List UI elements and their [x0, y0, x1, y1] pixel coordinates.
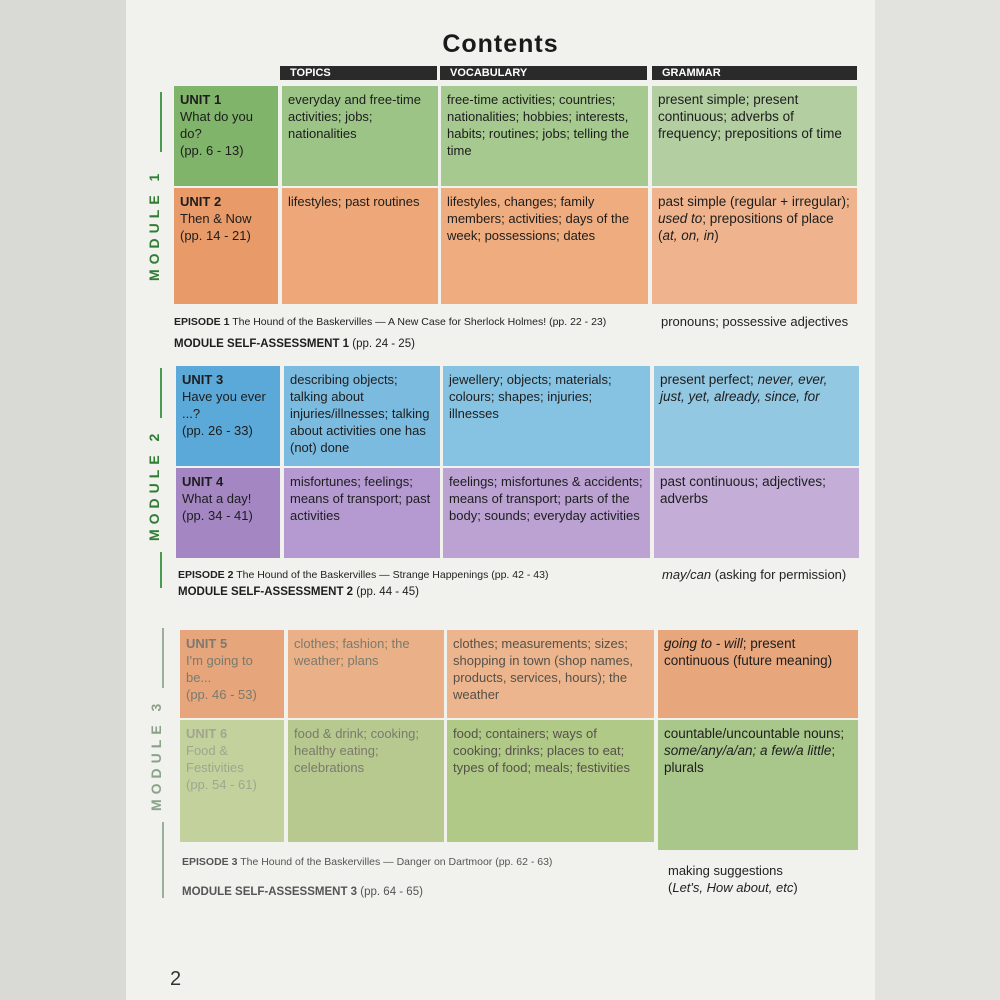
unit-2-name: UNIT 2	[180, 194, 222, 209]
unit-3-name: UNIT 3	[182, 372, 224, 387]
unit-6-grammar-part-b: some/any/a/an; a few/a little	[664, 743, 832, 758]
episode-3-grammar-close: )	[793, 880, 798, 895]
column-header-topics: TOPICS	[280, 66, 437, 80]
episode-2-grammar-part-a: may/can	[662, 567, 712, 582]
unit-3-pages: (pp. 26 - 33)	[182, 423, 253, 438]
unit-2-pages: (pp. 14 - 21)	[180, 228, 251, 243]
episode-2-text: The Hound of the Baskervilles — Strange Happenings (pp. 42 - 43)	[236, 569, 549, 581]
self-assessment-2-pages: (pp. 44 - 45)	[356, 586, 419, 598]
module-2-label: MODULE 2	[146, 428, 162, 542]
unit-1-pages: (pp. 6 - 13)	[180, 143, 244, 158]
unit-2-title: Then & Now	[180, 211, 252, 226]
unit-2-grammar-part-d: at, on, in	[662, 228, 715, 243]
page-number: 2	[170, 968, 182, 990]
module-1-label: MODULE 1	[146, 168, 162, 282]
unit-6-name: UNIT 6	[186, 726, 228, 741]
module-3-label: MODULE 3	[148, 698, 164, 812]
unit-6-grammar-part-c: ; plurals	[664, 743, 836, 775]
unit-6-grammar	[658, 720, 858, 850]
unit-3-vocabulary: jewellery; objects; materials; colours; shapes; injuries; illnesses	[443, 366, 650, 466]
self-assessment-2	[178, 586, 419, 598]
unit-4-pages: (pp. 34 - 41)	[182, 508, 253, 523]
column-header-grammar: GRAMMAR	[652, 66, 857, 80]
unit-1-name: UNIT 1	[180, 92, 222, 107]
unit-3-grammar-part-b: never, ever, just, yet, already, since, for	[660, 372, 828, 404]
episode-2	[178, 569, 548, 581]
unit-2-vocabulary: lifestyles, changes; family members; activities; days of the week; possessions; dates	[441, 188, 648, 304]
unit-5-grammar-part-b: ; present continuous (future meaning)	[664, 636, 833, 668]
episode-3-grammar-line-1: making suggestions	[668, 863, 783, 878]
unit-3-grammar-part-a: present perfect;	[660, 372, 758, 387]
unit-4-vocabulary: feelings; misfortunes & accidents; means of transport; parts of the body; sounds; everyday activities	[443, 468, 650, 558]
unit-3-grammar	[654, 366, 859, 466]
unit-5-vocabulary: clothes; measurements; sizes; shopping in town (shop names, products, services, hours); the weather	[447, 630, 654, 718]
episode-2-grammar	[662, 567, 846, 582]
unit-3-cell	[176, 366, 280, 466]
unit-5-grammar	[658, 630, 858, 718]
unit-1-vocabulary: free-time activities; countries; nationalities; hobbies; interests, habits; routines; jobs; telling the time	[441, 86, 648, 186]
self-assessment-1	[174, 338, 415, 350]
episode-3-grammar-examples: Let's, How about, etc	[672, 880, 794, 895]
unit-5-title: I'm going to be...	[186, 653, 253, 685]
unit-2-grammar	[652, 188, 857, 304]
unit-6-pages: (pp. 54 - 61)	[186, 777, 257, 792]
episode-3-grammar-open: (	[668, 880, 673, 895]
unit-2-grammar-part-c: ; prepositions of place (	[658, 211, 834, 243]
unit-4-name: UNIT 4	[182, 474, 224, 489]
episode-2-grammar-part-b: (asking for permission)	[711, 567, 847, 582]
module-3-line-bottom	[162, 822, 164, 898]
unit-4-topics: misfortunes; feelings; means of transport; past activities	[284, 468, 440, 558]
unit-6-cell	[180, 720, 284, 842]
unit-5-cell	[180, 630, 284, 718]
episode-3-grammar	[668, 862, 798, 896]
unit-1-grammar: present simple; present continuous; adverbs of frequency; prepositions of time	[652, 86, 857, 186]
self-assessment-2-label: MODULE SELF-ASSESSMENT 2	[178, 586, 354, 598]
episode-3	[182, 856, 552, 868]
unit-2-grammar-part-a: past simple (regular + irregular);	[658, 194, 850, 209]
episode-1	[174, 316, 606, 328]
episode-3-text: The Hound of the Baskervilles — Danger on Dartmoor (pp. 62 - 63)	[240, 856, 553, 868]
page-title: Contents	[442, 30, 559, 58]
unit-6-grammar-part-a: countable/uncountable nouns;	[664, 726, 845, 741]
episode-1-label: EPISODE 1	[174, 316, 230, 328]
module-3-line	[162, 628, 164, 688]
unit-3-topics: describing objects; talking about injuries/illnesses; talking about activities one has (not) done	[284, 366, 440, 466]
self-assessment-3-pages: (pp. 64 - 65)	[360, 886, 423, 898]
column-header-vocabulary: VOCABULARY	[440, 66, 647, 80]
unit-5-grammar-part-a: going to - will	[664, 636, 743, 651]
episode-1-grammar: pronouns; possessive adjectives	[661, 314, 849, 329]
module-2-line	[160, 368, 162, 418]
self-assessment-1-pages: (pp. 24 - 25)	[352, 338, 415, 350]
unit-1-topics: everyday and free-time activities; jobs; nationalities	[282, 86, 438, 186]
background-shade	[875, 0, 1000, 1000]
unit-3-title: Have you ever ...?	[182, 389, 266, 421]
unit-5-pages: (pp. 46 - 53)	[186, 687, 257, 702]
module-2-line-bottom	[160, 552, 162, 588]
episode-1-text: The Hound of the Baskervilles — A New Case for Sherlock Holmes! (pp. 22 - 23)	[232, 316, 607, 328]
unit-4-title: What a day!	[182, 491, 252, 506]
unit-2-cell	[174, 188, 278, 304]
unit-5-name: UNIT 5	[186, 636, 228, 651]
unit-2-grammar-part-b: used to	[658, 211, 703, 226]
unit-6-vocabulary: food; containers; ways of cooking; drinks; places to eat; types of food; meals; festivities	[447, 720, 654, 842]
episode-3-label: EPISODE 3	[182, 856, 238, 868]
unit-5-topics: clothes; fashion; the weather; plans	[288, 630, 444, 718]
episode-3-grammar-line-2	[668, 879, 798, 896]
self-assessment-3	[182, 886, 423, 898]
unit-2-grammar-part-e: )	[714, 228, 719, 243]
episode-2-label: EPISODE 2	[178, 569, 234, 581]
unit-6-title: Food & Festivities	[186, 743, 244, 775]
unit-4-grammar: past continuous; adjectives; adverbs	[654, 468, 859, 558]
unit-4-cell	[176, 468, 280, 558]
unit-2-topics: lifestyles; past routines	[282, 188, 438, 304]
unit-1-cell	[174, 86, 278, 186]
contents-page	[126, 0, 875, 1000]
unit-1-title: What do you do?	[180, 109, 253, 141]
self-assessment-1-label: MODULE SELF-ASSESSMENT 1	[174, 338, 350, 350]
self-assessment-3-label: MODULE SELF-ASSESSMENT 3	[182, 886, 358, 898]
module-1-line	[160, 92, 162, 152]
unit-6-topics: food & drink; cooking; healthy eating; celebrations	[288, 720, 444, 842]
